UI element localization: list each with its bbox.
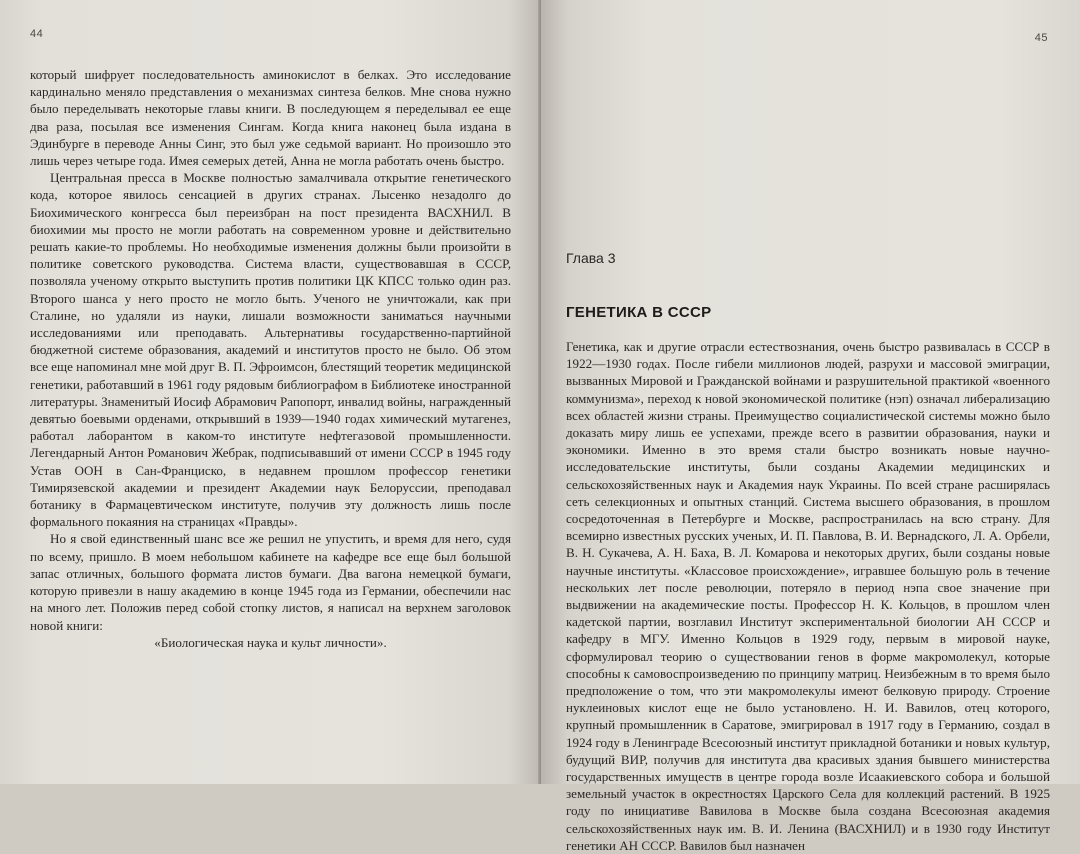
- right-page-body: [566, 338, 1050, 854]
- book-title-line: «Биологическая наука и культ личности».: [154, 634, 387, 650]
- paragraph: Генетика, как и другие отрасли естествознания, очень быстро развивалась в СССР в 1922—1930 годах. После гибели миллионов людей, разрухи и массовой эмиграции, вызванных Мировой и Гражданской войнами и разрушительной практикой «военного коммунизма», переход к новой экономической политике (нэп) означал либерализацию всех областей жизни страны. Преимущество социалистической системы можно было доказать миру лишь ее успехами, прежде всего в развитии образования, науки и экономики. Именно в это время стали быстро возникать новые научно-исследовательские институты, были созданы Академии медицинских и сельскохозяйственных наук и Академия наук Украины. По всей стране расширялась сеть селекционных и опытных станций. Система высшего образования, в прошлом сосредоточенная в Петербурге и Москве, распространилась на всю страну. Для всемирно известных русских ученых, И. П. Павлова, В. И. Вернадского, Л. А. Орбели, В. Н. Сукачева, А. Н. Баха, В. Л. Комарова и некоторых других, были созданы новые научные институты. «Классовое происхождение», игравшее большую роль в течение нескольких лет после революции, потеряло в период нэпа свое значение при выдвижении на академические посты. Профессор Н. К. Кольцов, в прошлом член кадетской партии, возглавил Институт экспериментальной биологии АН СССР и кафедру в МГУ. Именно Кольцов в 1929 году, первым в мировой науке, сформулировал теорию о существовании генов в форме макромолекул, которые способны к самовоспроизведению по принципу матриц. Неизбежным в то время было предположение о том, что эти макромолекулы имеют белковую природу. Строение нуклеиновых кислот еще не было установлено. Н. И. Вавилов, отец которого, крупный промышленник в Саратове, эмигрировал в 1917 году в Германию, создал в 1924 году в Ленинграде Всесоюзный институт прикладной ботаники и новых культур, будущий ВИР, получив для института два красивых здания бывшего министерства государственных имуществ в центре города возле Исаакиевского собора и большой земельный участок в окрестностях Царского Села для коллекций растений. В 1925 году по инициативе Вавилова в Москве была создана Всесоюзная академия сельскохозяйственных наук им. В. И. Ленина (ВАСХНИЛ) и в 1930 году Институт генетики АН СССР. Вавилов был назначен: [566, 339, 1050, 853]
- right-page: [541, 0, 1080, 853]
- page-number-right: 45: [1034, 32, 1048, 44]
- paragraph: Но я свой единственный шанс все же решил не упустить, и время для него, судя по всему, пришло. В моем небольшом кабинете на кафедре все еще был большой запас отличных, большого формата листов бумаги. Два вагона немецкой бумаги, которую привезли в нашу академию в конце 1945 года из Германии, обеспечили нас на много лет. Положив перед собой стопку листов, я написал на верхнем заголовок новой книги:: [30, 531, 511, 633]
- paragraph: Центральная пресса в Москве полностью замалчивала открытие генетического кода, которое явилось сенсацией в других странах. Лысенко незадолго до Биохимического конгресса был переизбран на пост президента ВАСХНИЛ. В биохимии мы просто не могли работать на современном уровне и действительно решать какие-то проблемы. Но необходимые изменения должны были произойти в политике советского руководства. Система власти, существовавшая в СССР, позволяла ученому открыто выступить против политики ЦК КПСС только один раз. Второго шанса у него просто не могло быть. Ученого не уничтожали, как при Сталине, но удаляли из науки, лишали возможности заниматься научными исследованиями или преподавать. Альтернативы государственно-партийной бюджетной системе образования, академий и институтов просто не было. Об этом все еще напоминал мне мой друг В. П. Эфроимсон, блестящий теоретик медицинской генетики, работавший в 1961 году рядовым библиографом в Библиотеке иностранной литературы. Знаменитый Иосиф Абрамович Рапопорт, инвалид войны, награжденный девятью боевыми орденами, открывший в 1939—1940 годах химический мутагенез, работал лаборантом в каком-то институте нефтегазовой промышленности. Легендарный Антон Романович Жебрак, подписывавший от имени СССР в 1945 году Устав ООН в Сан-Франциско, в недавнем прошлом профессор генетики Тимирязевской академии и президент Академии наук Белоруссии, преподавал ботанику в Фармацевтическом институте, получив эту должность лишь после формального покаяния на страницах «Правды».: [30, 170, 511, 530]
- left-page-body: [30, 66, 511, 651]
- paragraph: который шифрует последовательность аминокислот в белках. Это исследование кардинально меняло представления о механизмах синтеза белков. Мне снова нужно было переделывать некоторые главы книги. В последующем я переделывал ее еще два раза, посылая все изменения Сингам. Когда книга наконец была издана в Эдинбурге в переводе Анны Синг, это был уже седьмой вариант. Но произошло это лишь через четыре года. Имея семерых детей, Анна не могла работать очень быстро.: [30, 67, 511, 169]
- page-number-left: 44: [30, 28, 44, 40]
- chapter-title: ГЕНЕТИКА В СССР: [566, 304, 712, 321]
- show-through-text: [566, 64, 1050, 324]
- left-page: [0, 0, 541, 784]
- chapter-label: Глава 3: [566, 250, 616, 266]
